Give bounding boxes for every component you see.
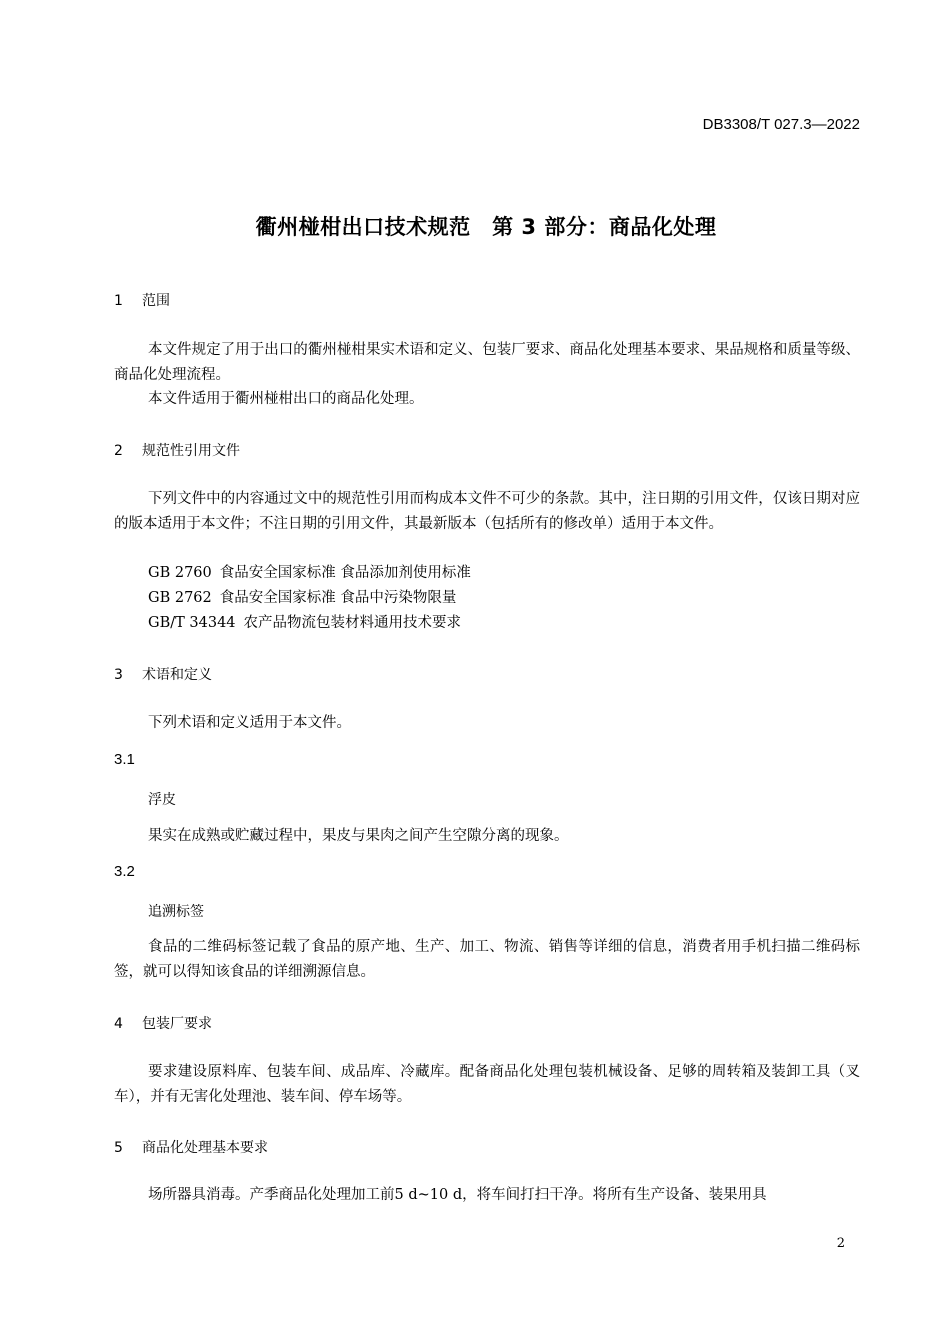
section-5-paragraph-1: 场所器具消毒。产季商品化处理加工前5 d~10 d，将车间打扫干净。将所有生产设备、装果用具 <box>148 1187 767 1203</box>
section-title: 范围 <box>142 293 170 309</box>
section-1-heading <box>114 290 170 310</box>
term-definition: 果实在成熟或贮藏过程中，果皮与果肉之间产生空隙分离的现象。 <box>148 828 569 844</box>
section-3-heading <box>114 664 212 684</box>
normative-reference <box>148 611 461 636</box>
section-5-heading <box>114 1137 268 1157</box>
document-number: DB3308/T 027.3—2022 <box>702 116 860 133</box>
reference-code: GB 2760 <box>148 565 212 581</box>
term-number: 3.1 <box>114 751 135 768</box>
section-number: 1 <box>114 293 123 309</box>
reference-code: GB/T 34344 <box>148 615 236 631</box>
reference-title: 食品安全国家标准 食品中污染物限量 <box>219 590 457 606</box>
document-title: 衢州椪柑出口技术规范 第 3 部分：商品化处理 <box>255 215 717 239</box>
section-title: 商品化处理基本要求 <box>142 1140 268 1156</box>
section-3-paragraph-1: 下列术语和定义适用于本文件。 <box>148 715 351 731</box>
reference-title: 农产品物流包装材料通用技术要求 <box>243 615 462 631</box>
section-title: 包装厂要求 <box>142 1016 212 1032</box>
term-name: 浮皮 <box>148 792 176 808</box>
page-number: 2 <box>836 1236 845 1251</box>
section-title: 术语和定义 <box>142 667 212 683</box>
section-1-paragraph-2: 本文件适用于衢州椪柑出口的商品化处理。 <box>148 391 424 407</box>
reference-title: 食品安全国家标准 食品添加剂使用标准 <box>219 565 471 581</box>
section-4-paragraph-1: 要求建设原料库、包装车间、成品库、冷藏库。配备商品化处理包装机械设备、足够的周转箱及装卸工具（叉车），并有无害化处理池、装车间、停车场等。 <box>114 1064 860 1105</box>
section-number: 4 <box>114 1016 123 1032</box>
normative-reference <box>148 561 471 586</box>
term-number: 3.2 <box>114 863 135 880</box>
section-2-heading <box>114 440 240 460</box>
section-number: 3 <box>114 667 123 683</box>
section-title: 规范性引用文件 <box>142 443 240 459</box>
section-number: 5 <box>114 1140 123 1156</box>
reference-code: GB 2762 <box>148 590 212 606</box>
section-4-heading <box>114 1013 212 1033</box>
term-definition: 食品的二维码标签记载了食品的原产地、生产、加工、物流、销售等详细的信息，消费者用手机扫描二维码标签，就可以得知该食品的详细溯源信息。 <box>114 939 860 980</box>
normative-reference <box>148 586 456 611</box>
section-number: 2 <box>114 443 123 459</box>
section-1-paragraph-1: 本文件规定了用于出口的衢州椪柑果实术语和定义、包装厂要求、商品化处理基本要求、果品规格和质量等级、商品化处理流程。 <box>114 342 860 383</box>
term-name: 追溯标签 <box>148 904 204 920</box>
section-2-paragraph-1: 下列文件中的内容通过文中的规范性引用而构成本文件不可少的条款。其中，注日期的引用文件，仅该日期对应的版本适用于本文件；不注日期的引用文件，其最新版本（包括所有的修改单）适用于本文件。 <box>114 491 860 532</box>
